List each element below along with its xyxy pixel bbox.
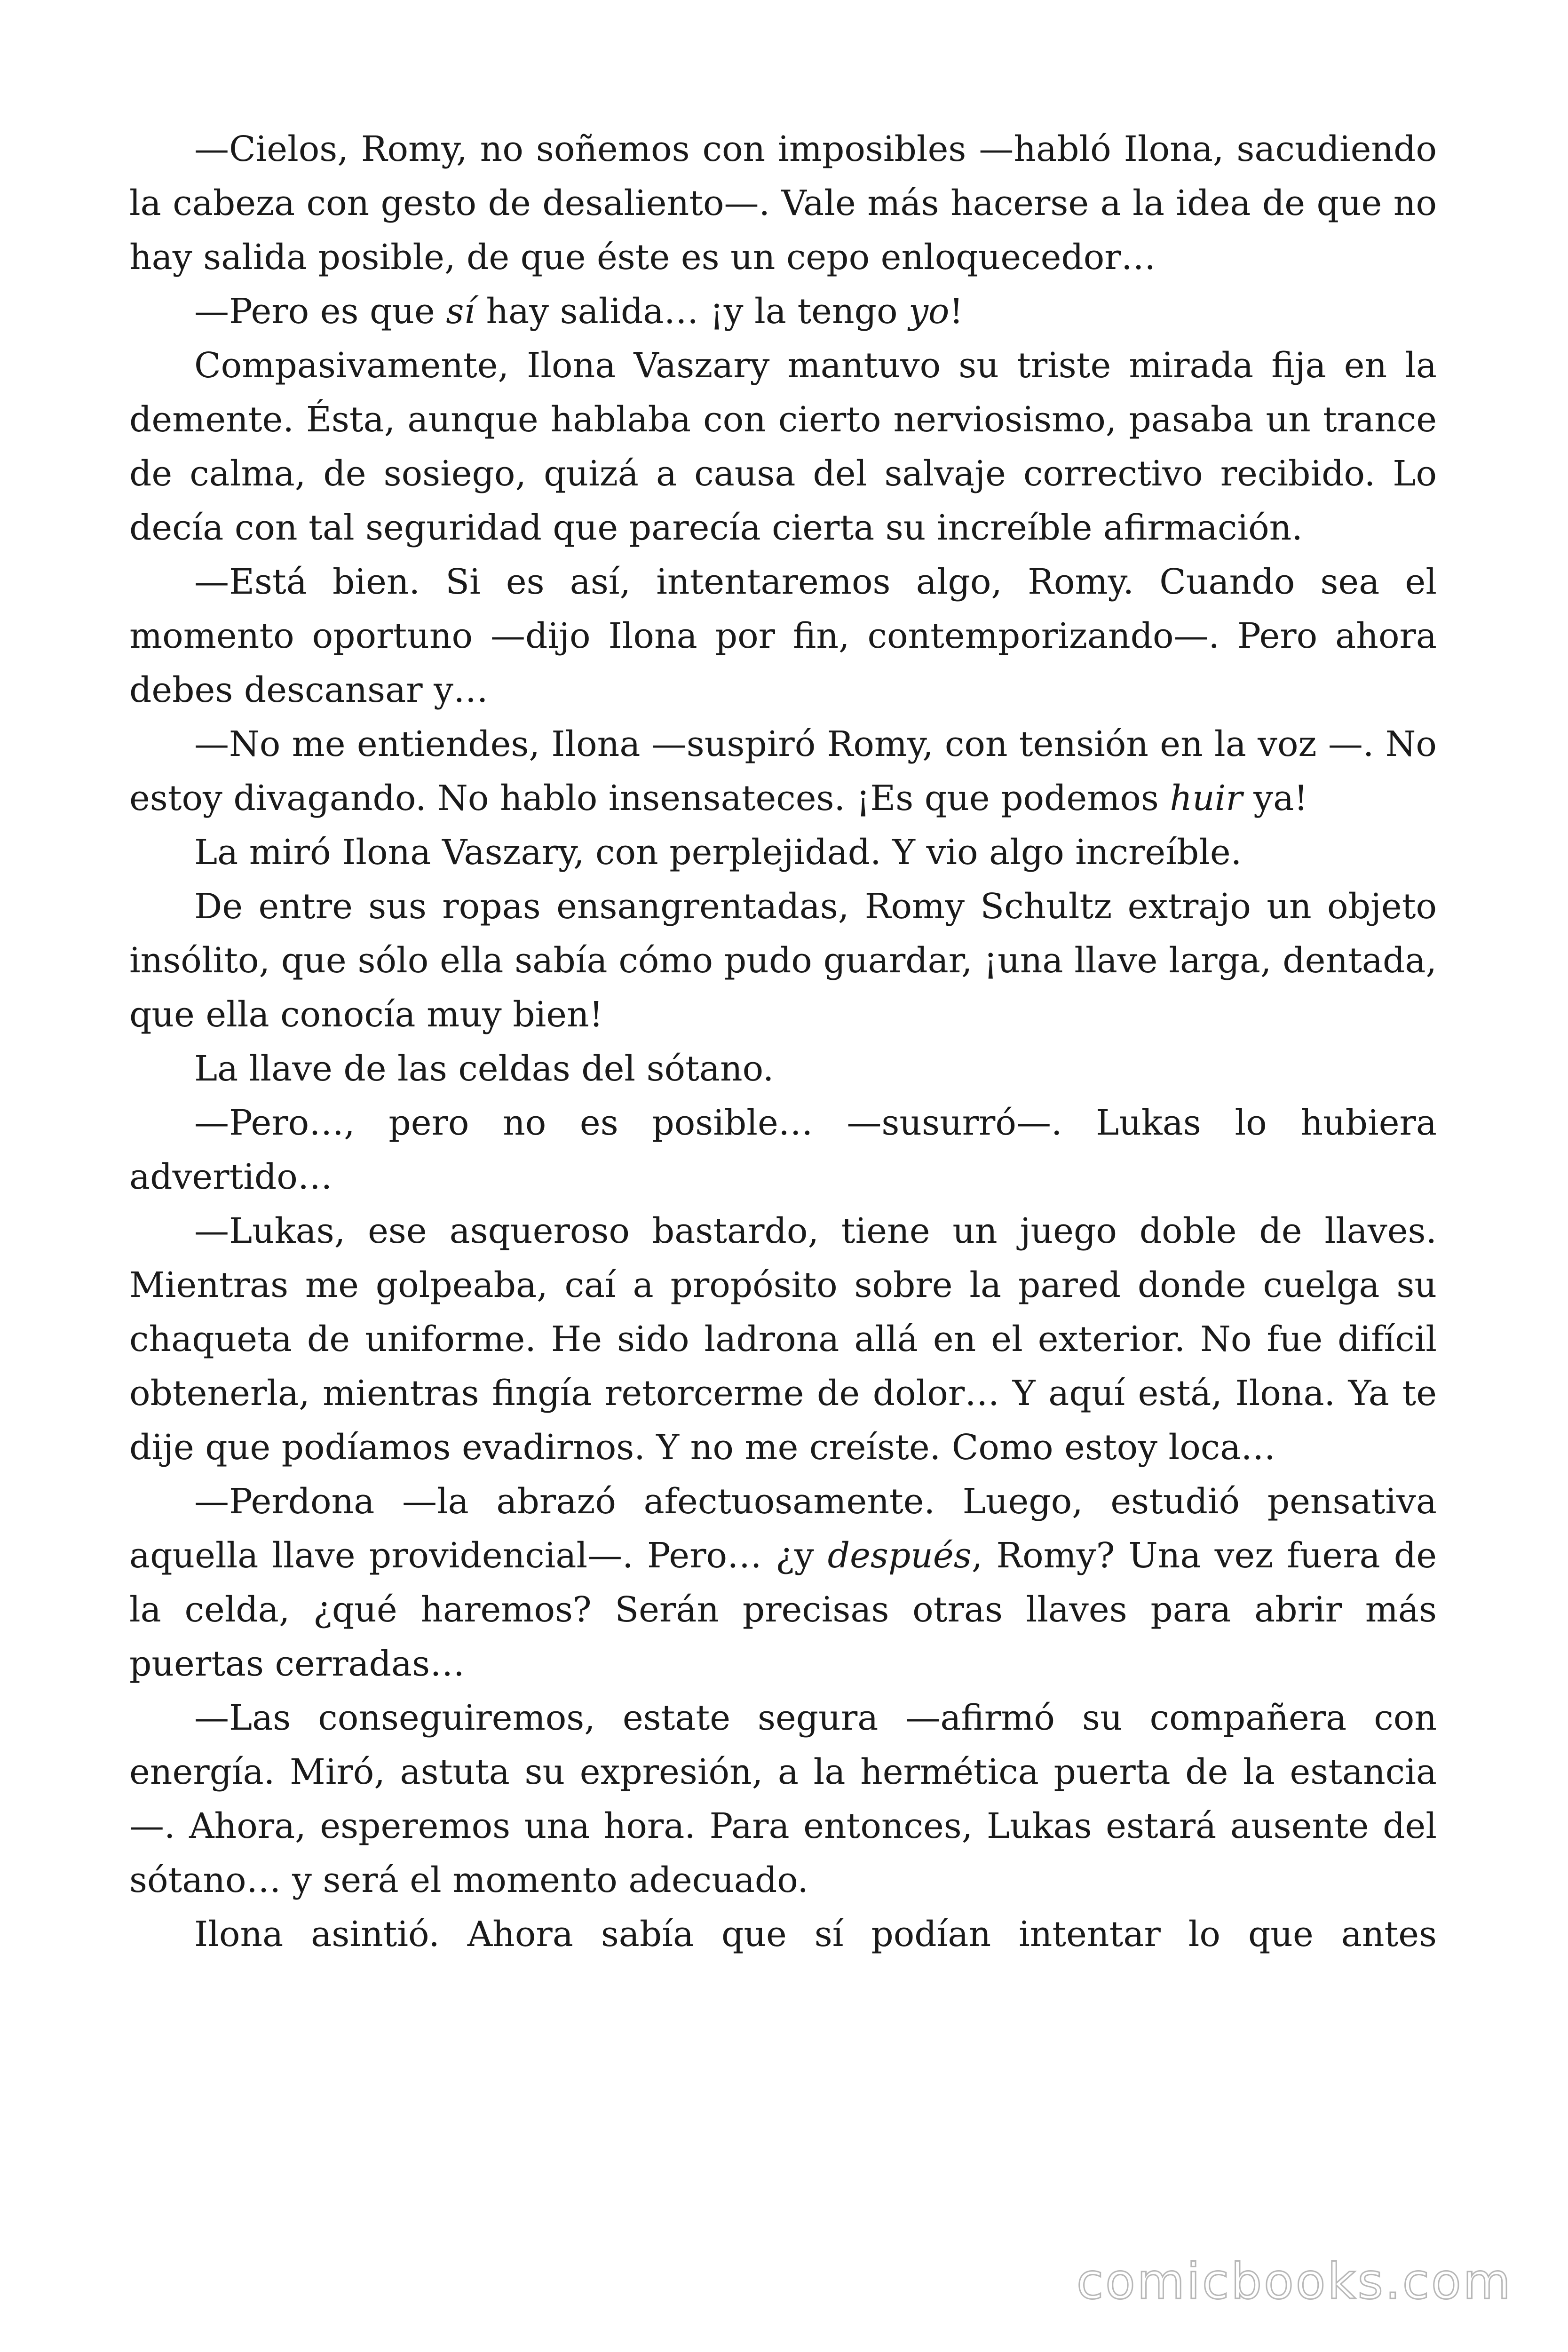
text-run: ! — [949, 291, 964, 332]
text-run: Ilona asintió. Ahora sabía que sí podían intentar lo que antes — [194, 1914, 1437, 1955]
italic-text: después — [827, 1535, 972, 1576]
text-run: La miró Ilona Vaszary, con perplejidad. Y vio algo increíble. — [194, 832, 1242, 873]
italic-text: sí — [446, 291, 475, 332]
text-run: —Las conseguiremos, estate segura —afirmó su compañera con energía. Miró, astuta su expresión, a la hermética puerta de la estancia—. Ahora, esperemos una hora. Para entonces, Lukas estará ausente del sótano… y será el momento adecuado. — [129, 1698, 1437, 1900]
paragraph — [129, 1042, 1437, 1096]
paragraph — [129, 826, 1437, 880]
paragraph — [129, 1475, 1437, 1691]
watermark-logo: comicbooks.com — [1076, 2253, 1513, 2310]
text-run: —Lukas, ese asqueroso bastardo, tiene un juego doble de llaves. Mientras me golpeaba, caí a propósito sobre la pared donde cuelga su chaqueta de uniforme. He sido ladrona allá en el exterior. No fue difícil obtenerla, mientras fingía retorcerme de dolor… Y aquí está, Ilona. Ya te dije que podíamos evadirnos. Y no me creíste. Como estoy loca… — [129, 1211, 1437, 1468]
paragraph — [129, 1907, 1437, 1962]
text-run: —Pero…, pero no es posible… —susurró—. Lukas lo hubiera advertido… — [129, 1103, 1437, 1197]
text-run: ya! — [1242, 778, 1308, 818]
paragraph — [129, 285, 1437, 339]
paragraph — [129, 1096, 1437, 1204]
text-run: De entre sus ropas ensangrentadas, Romy Schultz extrajo un objeto insólito, que sólo ella sabía cómo pudo guardar, ¡una llave larga, dentada, que ella conocía muy bien! — [129, 886, 1437, 1035]
text-run: —Pero es que — [194, 291, 446, 332]
paragraph — [129, 880, 1437, 1042]
text-run: Compasivamente, Ilona Vaszary mantuvo su triste mirada fija en la demente. Ésta, aunque hablaba con cierto nerviosismo, pasaba un trance de calma, de sosiego, quizá a causa del salvaje correctivo recibido. Lo decía con tal seguridad que parecía cierta su increíble afirmación. — [129, 345, 1437, 548]
italic-text: yo — [909, 291, 950, 332]
paragraph — [129, 122, 1437, 285]
italic-text: huir — [1170, 778, 1243, 818]
text-run: , Romy? Una vez fuera de la celda, ¿qué haremos? Serán precisas otras llaves para abrir más puertas cerradas… — [129, 1535, 1437, 1684]
book-page-text — [129, 122, 1437, 1962]
paragraph — [129, 555, 1437, 717]
text-run: —Cielos, Romy, no soñemos con imposibles —habló Ilona, sacudiendo la cabeza con gesto de desaliento—. Vale más hacerse a la idea de que no hay salida posible, de que éste es un cepo enloquecedor… — [129, 129, 1437, 278]
text-run: —Está bien. Si es así, intentaremos algo, Romy. Cuando sea el momento oportuno —dijo Ilona por fin, contemporizando—. Pero ahora debes descansar y… — [129, 562, 1437, 710]
paragraph — [129, 1204, 1437, 1475]
text-run: —No me entiendes, Ilona —suspiró Romy, con tensión en la voz —. No estoy divagando. No hablo insensateces. ¡Es que podemos — [129, 724, 1437, 818]
paragraph — [129, 339, 1437, 555]
text-run: La llave de las celdas del sótano. — [194, 1049, 774, 1089]
paragraph — [129, 717, 1437, 826]
text-run: —Perdona —la abrazó afectuosamente. Luego, estudió pensativa aquella llave providencial—. Pero… ¿y — [129, 1481, 1437, 1576]
text-run: hay salida… ¡y la tengo — [475, 291, 909, 332]
paragraph — [129, 1691, 1437, 1907]
